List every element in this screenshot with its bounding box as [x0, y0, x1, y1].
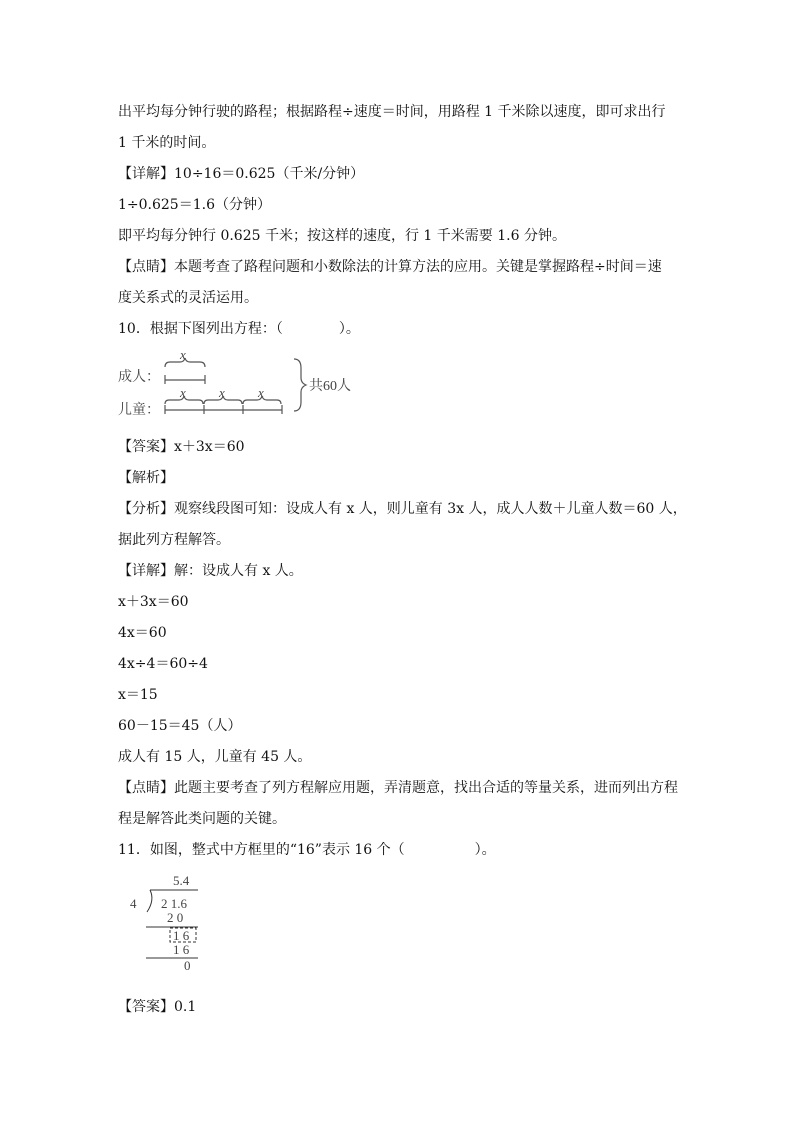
child-x-label-1: x — [180, 385, 186, 400]
child-x-label-2: x — [219, 385, 225, 400]
answer-11: 【答案】0.1 — [118, 999, 197, 1015]
child-x-label-3: x — [258, 385, 264, 400]
adult-label: 成人： — [118, 370, 160, 385]
text-line-21: 程是解答此类问题的关键。 — [118, 811, 286, 827]
text-line-3: 【详解】10÷16＝0.625（千米/分钟） — [118, 166, 365, 182]
final-remainder: 0 — [184, 958, 191, 973]
second-product: 1 6 — [173, 942, 190, 957]
equation-step-1: x＋3x＝60 — [118, 594, 189, 610]
equation-step-5: 60－15＝45（人） — [118, 718, 242, 734]
text-line-7: 度关系式的灵活运用。 — [118, 290, 258, 306]
child-label: 儿童： — [118, 403, 160, 418]
question-10-title: 10．根据下图列出方程：（ ）。 — [118, 321, 360, 337]
text-line-1: 出平均每分钟行驶的路程；根据路程÷速度＝时间，用路程 1 千米除以速度，即可求出行 — [118, 104, 666, 120]
boxed-remainder: 1 6 — [173, 928, 190, 943]
dividend: 2 1.6 — [161, 896, 187, 911]
text-line-19: 成人有 15 人，儿童有 45 人。 — [118, 749, 312, 765]
segment-diagram — [118, 350, 378, 422]
equation-step-4: x＝15 — [118, 687, 158, 703]
text-line-12: 据此列方程解答。 — [118, 532, 230, 548]
total-label: 共60人 — [309, 379, 351, 394]
divisor: 4 — [130, 896, 137, 911]
text-line-4: 1÷0.625＝1.6（分钟） — [118, 197, 271, 213]
answer-10: 【答案】x＋3x＝60 — [118, 439, 245, 455]
text-line-20: 【点睛】此题主要考查了列方程解应用题，弄清题意，找出合适的等量关系，进而列出方程 — [118, 780, 678, 796]
adult-x-label: x — [180, 350, 186, 362]
division-bracket — [147, 890, 152, 912]
first-product: 2 0 — [167, 910, 184, 925]
question-11-title: 11．如图，整式中方框里的“16”表示 16 个（ ）。 — [118, 842, 496, 858]
text-line-11: 【分析】观察线段图可知：设成人有 x 人，则儿童有 3x 人，成人人数＋儿童人数＝60 人， — [118, 501, 687, 517]
total-brace — [294, 359, 306, 411]
text-line-5: 即平均每分钟行 0.625 千米；按这样的速度，行 1 千米需要 1.6 分钟。 — [118, 228, 566, 244]
long-division-diagram — [128, 870, 218, 974]
equation-step-2: 4x＝60 — [118, 625, 167, 641]
equation-step-3: 4x÷4＝60÷4 — [118, 656, 208, 672]
text-line-6: 【点睛】本题考查了路程问题和小数除法的计算方法的应用。关键是掌握路程÷时间＝速 — [118, 259, 662, 275]
text-line-13: 【详解】解：设成人有 x 人。 — [118, 563, 303, 579]
text-line-2: 1 千米的时间。 — [118, 135, 216, 151]
analysis-heading: 【解析】 — [118, 470, 174, 486]
quotient: 5.4 — [173, 873, 190, 888]
